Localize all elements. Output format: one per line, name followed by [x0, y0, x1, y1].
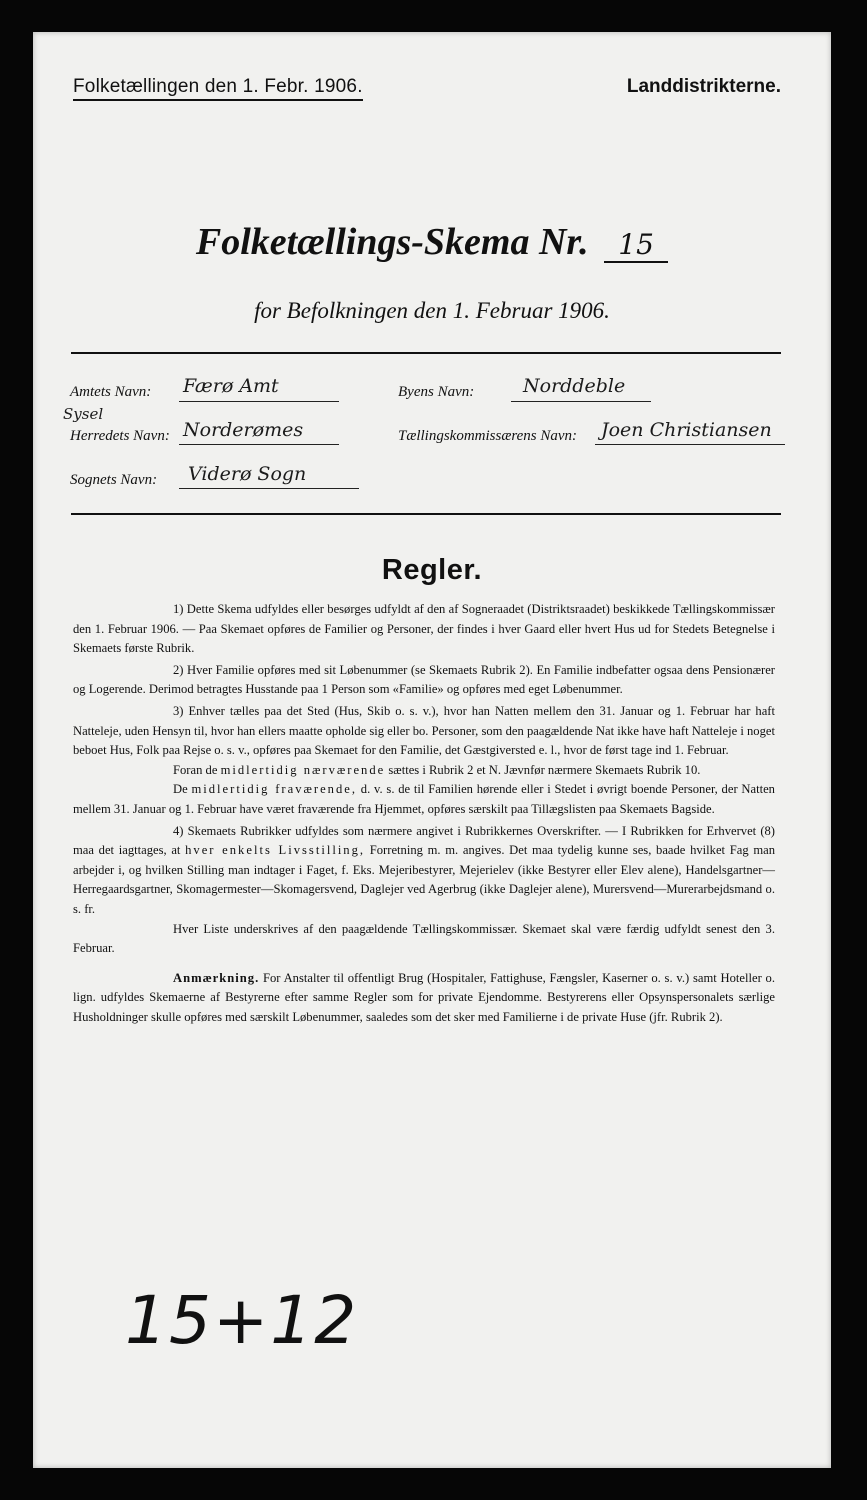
byen-value: Norddeble [523, 375, 626, 397]
rule-3-present-pre: Foran de [173, 762, 218, 777]
rule-3-absent-emph: midlertidig fraværende, [191, 782, 358, 797]
rules-body [73, 600, 775, 1027]
herred-label: Herredets Navn: [70, 428, 170, 444]
herred-underline [179, 444, 339, 445]
form-subtitle: for Befolkningen den 1. Februar 1906. [254, 298, 610, 323]
rule-3-present-post: sættes i Rubrik 2 et N. Jævnfør nærmere Skemaets Rubrik 10. [388, 762, 701, 777]
annotation-text: For Anstalter til offentligt Brug (Hospitaler, Fattighuse, Fængsler, Kaserner o. s. v.) samt Hoteller o. lign. udfyldes Skemaerne af Bestyrerne efter samme Regler som for private Ejendomme. Bestyrerens eller Opsynspersonalets særlige Husholdninger skulle opføres med særskilt Løbenummer, saaledes som det sker med Familierne i de private Huse (jfr. Rubrik 2). [73, 970, 775, 1024]
top-divider [71, 352, 781, 354]
rules-heading: Regler. [381, 554, 483, 586]
rule-4-emph: hver enkelts Livsstilling, [185, 843, 366, 858]
rule-3-absent-pre: De [173, 782, 188, 797]
annotation [73, 969, 775, 1028]
rule-2: 2) Hver Familie opføres med sit Løbenummer (se Skemaets Rubrik 2). En Familie indbefatter ogsaa dens Pensionærer og Logerende. Derimod betragtes Husstande paa 1 Person som «Familie» og opføres med eget Løbenummer. [73, 662, 775, 697]
handwritten-count: 15+12 [125, 1282, 359, 1359]
census-form-page [33, 32, 831, 1468]
district-type-header: Landdistrikterne. [626, 76, 781, 97]
kommissaer-value: Joen Christiansen [601, 419, 772, 441]
herred-value: Norderømes [183, 419, 304, 441]
rule-4-pre: 4) Skemaets Rubrikker udfyldes som nærmere angivet i Rubrikkernes Overskrifter. — I Rubrikken for Erhvervet (8) maa det iagttages, at [73, 823, 775, 858]
rule-1: 1) Dette Skema udfyldes eller besørges udfyldt af den af Sogneraadet (Distriktsraadet) beskikkede Tællingskommissær den 1. Februar 1906. — Paa Skemaet opføres de Familier og Personer, der findes i hver Gaard eller hvert Hus ud for Stedets Betegnelse i Skemaets første Rubrik. [73, 602, 775, 656]
census-date-header: Folketællingen den 1. Febr. 1906. [73, 76, 363, 101]
byen-underline [511, 401, 651, 402]
form-title-text: Folketællings-Skema Nr. [195, 221, 589, 263]
sogn-label: Sognets Navn: [70, 472, 158, 488]
sogn-value: Viderø Sogn [188, 463, 307, 485]
rule-3-present [73, 761, 775, 781]
annotation-label: Anmærkning. [173, 970, 260, 985]
schema-number: 15 [604, 228, 668, 263]
rule-3-absent-post: d. v. s. de til Familien hørende eller i Stedet i øvrigt boende Personer, der Natten mellem 31. Januar og 1. Februar have været fraværende fra Hjemmet, opføres særskilt paa Tillægslisten paa Skemaets Bagside. [73, 782, 775, 816]
rule-3-present-emph: midlertidig nærværende [220, 762, 386, 777]
rule-5: Hver Liste underskrives af den paagældende Tællingskommissær. Skemaet skal være færdig udfyldt senest den 3. Februar. [73, 921, 775, 956]
rule-3-absent [73, 780, 775, 819]
rule-3: 3) Enhver tælles paa det Sted (Hus, Skib o. s. v.), hvor han Natten mellem den 31. Januar og 1. Februar har haft Natteleje, uden Hensyn til, hvor han ellers maatte opholde sig eller bo. Personer, som den paagældende Nat ikke have haft Natteleje i noget beboet Hus, Folk paa Rejse o. s. v., opføres paa Skemaet for den Familie, det Gæstgiversted e. l., hvor de først tage ind 1. Februar. [73, 703, 775, 758]
amt-label: Amtets Navn: [70, 384, 152, 400]
amt-underline [179, 401, 339, 402]
amt-value: Færø Amt [183, 375, 279, 397]
herred-prefix: Sysel [63, 405, 104, 423]
sogn-underline [179, 488, 359, 489]
kommissaer-label: Tællingskommissærens Navn: [398, 428, 578, 444]
bottom-divider [71, 513, 781, 515]
rule-4-post: Forretning m. m. angives. Det maa tydelig kunne ses, baade hvilket Fag man arbejder i, og hvilken Stilling man indtager i Faget, f. Eks. Mejeribestyrer, Mejerielev (ikke Bestyrer eller Elev alene), Handelsgartner—Herregaardsgartner, Skomagermester—Skomagersvend, Daglejer ved Agerbrug (ikke Daglejer alene), Murersvend—Murerarbejdsmand o. s. fr. [73, 843, 775, 916]
rule-4 [73, 822, 775, 920]
kommissaer-underline [595, 444, 785, 445]
byen-label: Byens Navn: [398, 384, 475, 400]
form-title [33, 220, 831, 264]
